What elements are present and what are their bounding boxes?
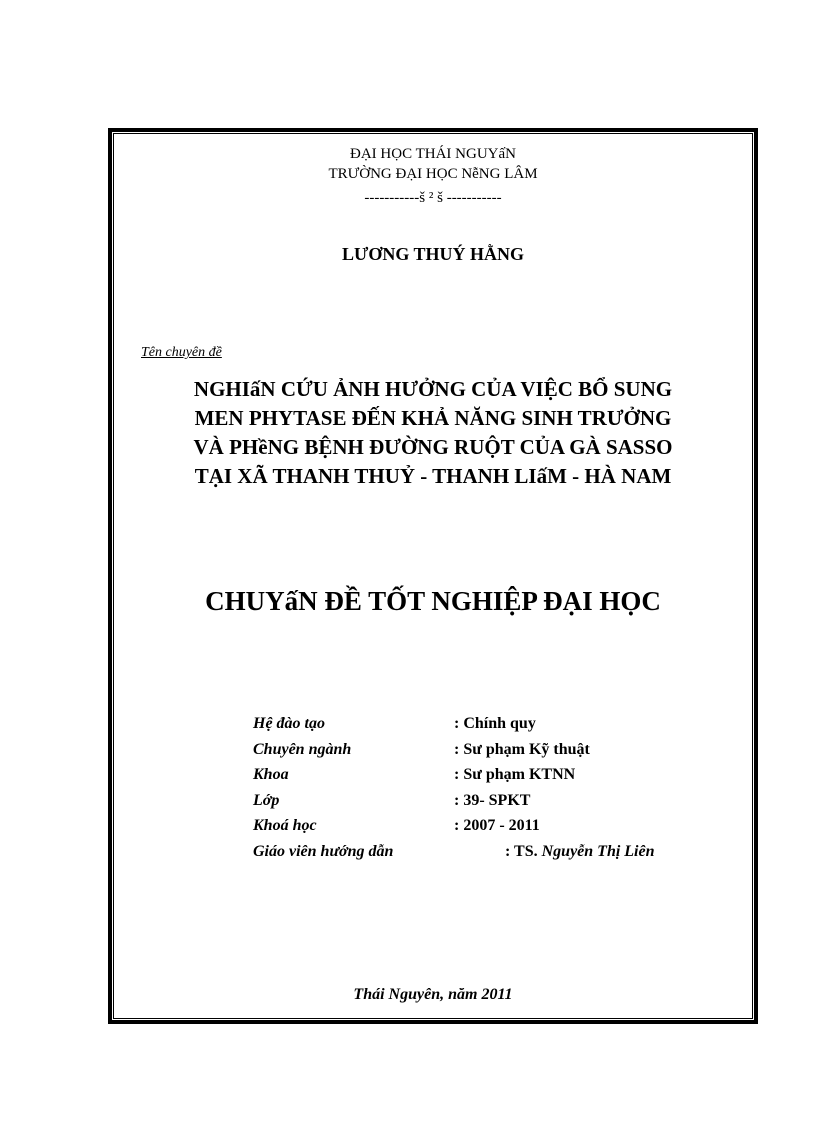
info-label: Lớp	[253, 791, 280, 809]
advisor-name: Nguyễn Thị Liên	[541, 842, 655, 860]
ornamental-divider: -----------š ² š -----------	[364, 190, 502, 206]
advisor-value	[505, 843, 655, 861]
topic-label: Tên chuyên đề	[141, 345, 222, 360]
info-value: : 2007 - 2011	[454, 817, 540, 834]
college-name: TRƯỜNG ĐẠI HỌC NễNG LÂM	[328, 166, 538, 182]
title-line: MEN PHYTASE ĐẾN KHẢ NĂNG SINH TRƯỞNG	[194, 406, 672, 430]
page-border-inner	[113, 133, 753, 1019]
info-value: : Sư phạm Kỹ thuật	[454, 740, 590, 758]
place-and-year: Thái Nguyên, năm 2011	[353, 986, 513, 1003]
info-label: Khoá học	[253, 817, 317, 834]
info-value: : 39- SPKT	[454, 791, 531, 809]
info-label: Chuyên ngành	[253, 740, 352, 758]
thesis-title	[113, 375, 753, 491]
author-name: LƯƠNG THUÝ HẰNG	[341, 244, 524, 264]
info-label: Hệ đào tạo	[253, 715, 325, 732]
advisor-prefix: : TS.	[505, 842, 542, 860]
info-value: : Sư phạm KTNN	[454, 766, 576, 783]
thesis-type-heading: CHUYấN ĐỀ TỐT NGHIỆP ĐẠI HỌC	[205, 586, 661, 616]
title-line: VÀ PHềNG BỆNH ĐƯỜNG RUỘT CỦA GÀ SASSO	[193, 435, 673, 459]
title-line: TẠI XÃ THANH THUỶ - THANH LIấM - HÀ NAM	[194, 464, 672, 488]
title-line: NGHIấN CỨU ẢNH HƯỞNG CỦA VIỆC BỔ SUNG	[193, 377, 673, 401]
info-label: Khoa	[253, 766, 289, 783]
advisor-label: Giáo viên hướng dẫn	[253, 842, 394, 860]
info-value: : Chính quy	[454, 715, 536, 732]
university-name: ĐẠI HỌC THÁI NGUYấN	[350, 146, 516, 162]
